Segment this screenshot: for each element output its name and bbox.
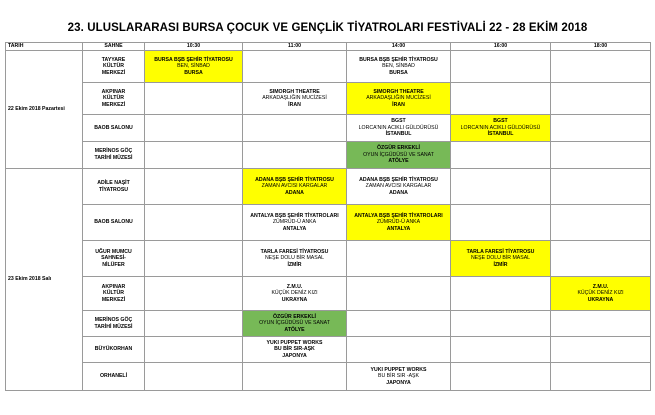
empty-cell xyxy=(145,277,243,311)
empty-cell xyxy=(551,205,651,241)
venue-line: SAHNESİ- xyxy=(101,255,126,262)
venue-cell xyxy=(83,337,145,363)
play: OYUN İÇGÜDÜSÜ VE SANAT xyxy=(259,320,330,327)
header-time-1100: 11:00 xyxy=(243,43,347,51)
venue-line: TİYATROSU xyxy=(98,186,129,193)
table-row xyxy=(6,337,651,363)
venue-line: MERKEZİ xyxy=(101,69,126,76)
header-row xyxy=(6,43,651,51)
company: BURSA BŞB ŞEHİR TİYATROSU xyxy=(154,56,233,63)
performance-cell xyxy=(451,241,551,277)
empty-cell xyxy=(347,337,451,363)
company: Z.M.U. xyxy=(286,283,303,290)
table-row xyxy=(6,115,651,142)
company: TARLA FARESİ TİYATROSU xyxy=(260,248,329,255)
empty-cell xyxy=(145,363,243,391)
play: NEŞE DOLU BİR MASAL xyxy=(470,255,531,262)
empty-cell xyxy=(451,205,551,241)
origin: İZMİR xyxy=(493,261,508,268)
venue-line: KÜLTÜR xyxy=(103,290,124,297)
performance-cell xyxy=(243,241,347,277)
company: ADANA BŞB ŞEHİR TİYATROSU xyxy=(359,176,438,183)
performance-cell xyxy=(347,83,451,115)
company: ANTALYA BŞB ŞEHİR TİYATROLARI xyxy=(354,212,443,219)
header-time-1800: 18:00 xyxy=(551,43,651,51)
company: BGST xyxy=(391,118,406,125)
play: LORCA'NIN ACIKLI GÜLDÜRÜSÜ xyxy=(358,124,439,131)
empty-cell xyxy=(243,51,347,83)
venue-line: KÜLTÜR xyxy=(103,63,124,70)
company: ÖZGÜR ERKEKLİ xyxy=(273,313,316,320)
venue-line: KÜLTÜR xyxy=(103,95,124,102)
play: ZÜMRÜD-Ü ANKA xyxy=(272,219,317,226)
empty-cell xyxy=(551,337,651,363)
origin: ATÖLYE xyxy=(284,326,305,333)
venue-cell xyxy=(83,169,145,205)
empty-cell xyxy=(145,337,243,363)
origin: ANTALYA xyxy=(386,225,411,232)
performance-cell xyxy=(243,277,347,311)
empty-cell xyxy=(145,311,243,337)
play: ARKADAŞLIĞIN MUCİZESİ xyxy=(366,95,431,102)
table-row xyxy=(6,241,651,277)
play: BEN, SİNBAD xyxy=(177,63,210,70)
table-row xyxy=(6,83,651,115)
origin: JAPONYA xyxy=(386,379,411,386)
company: SIMORGH THEATRE xyxy=(269,88,320,95)
empty-cell xyxy=(243,142,347,169)
origin: ADANA xyxy=(285,189,304,196)
empty-cell xyxy=(551,169,651,205)
empty-cell xyxy=(551,311,651,337)
performance-cell xyxy=(243,83,347,115)
empty-cell xyxy=(451,83,551,115)
origin: JAPONYA xyxy=(282,352,307,359)
performance-cell xyxy=(347,169,451,205)
origin: UKRAYNA xyxy=(281,296,308,303)
venue-cell xyxy=(83,115,145,142)
venue-cell xyxy=(83,311,145,337)
empty-cell xyxy=(145,83,243,115)
empty-cell xyxy=(551,241,651,277)
empty-cell xyxy=(451,337,551,363)
company: BGST xyxy=(493,118,508,125)
venue-line: ADİLE NAŞİT xyxy=(97,179,130,186)
play: KÜÇÜK DENİZ KIZI xyxy=(577,290,624,297)
table-row xyxy=(6,311,651,337)
empty-cell xyxy=(551,83,651,115)
venue-line: BAOB SALONU xyxy=(94,219,133,226)
play: ZÜMRÜD-Ü ANKA xyxy=(376,219,421,226)
performance-cell xyxy=(551,277,651,311)
play: LORCA'NIN ACIKLI GÜLDÜRÜSÜ xyxy=(460,124,541,131)
table-row xyxy=(6,205,651,241)
header-venue: SAHNE xyxy=(83,43,145,51)
company: ANTALYA BŞB ŞEHİR TİYATROLARI xyxy=(250,212,339,219)
table-row xyxy=(6,363,651,391)
header-time-1600: 16:00 xyxy=(451,43,551,51)
company: ADANA BŞB ŞEHİR TİYATROSU xyxy=(255,176,334,183)
play: ZAMAN AVCISI KARGALAR xyxy=(365,183,432,190)
venue-cell xyxy=(83,363,145,391)
empty-cell xyxy=(451,311,551,337)
venue-line: TARİHİ MÜZESİ xyxy=(94,155,133,161)
venue-line: MERKEZİ xyxy=(101,296,126,303)
empty-cell xyxy=(451,277,551,311)
venue-line: NİLÜFER xyxy=(102,261,125,268)
empty-cell xyxy=(451,363,551,391)
venue-line: BAOB SALONU xyxy=(94,124,133,131)
empty-cell xyxy=(347,311,451,337)
play: KÜÇÜK DENİZ KIZI xyxy=(271,290,318,297)
venue-cell xyxy=(83,241,145,277)
origin: ATÖLYE xyxy=(388,158,409,165)
venue-line: TAYYARE xyxy=(101,56,126,63)
play: ARKADAŞLIĞIN MUCİZESİ xyxy=(262,95,327,102)
venue-line: MERİNOS GÖÇ xyxy=(94,316,133,323)
venue-line: ORHANELİ xyxy=(99,373,128,380)
empty-cell xyxy=(451,51,551,83)
performance-cell xyxy=(347,205,451,241)
play: BU BİR SIR-AŞK xyxy=(274,346,315,353)
venue-line: TARİHİ MÜZESİ xyxy=(94,323,133,330)
venue-cell xyxy=(83,51,145,83)
company: ÖZGÜR ERKEKLİ xyxy=(377,145,420,152)
date-cell: 23 Ekim 2018 Salı xyxy=(6,169,83,391)
empty-cell xyxy=(551,115,651,142)
performance-cell xyxy=(145,51,243,83)
venue-line: UĞUR MUMCU xyxy=(95,248,132,255)
performance-cell xyxy=(243,205,347,241)
empty-cell xyxy=(347,277,451,311)
header-time-1400: 14:00 xyxy=(347,43,451,51)
origin: İSTANBUL xyxy=(385,131,412,138)
performance-cell xyxy=(243,337,347,363)
empty-cell xyxy=(145,169,243,205)
play: ZAMAN AVCISI KARGALAR xyxy=(261,183,328,190)
performance-cell xyxy=(451,115,551,142)
company: TARLA FARESİ TİYATROSU xyxy=(466,248,535,255)
origin: UKRAYNA xyxy=(587,296,614,303)
empty-cell xyxy=(451,142,551,169)
empty-cell xyxy=(451,169,551,205)
empty-cell xyxy=(551,363,651,391)
company: Z.M.U. xyxy=(592,283,609,290)
performance-cell xyxy=(243,169,347,205)
play: OYUN İÇGÜDÜSÜ VE SANAT xyxy=(363,151,434,158)
table-row xyxy=(6,51,651,83)
venue-line: MERİNOS GÖÇ xyxy=(94,148,133,155)
venue-line: MERKEZİ xyxy=(101,101,126,108)
company: BURSA BŞB ŞEHİR TİYATROSU xyxy=(359,56,438,63)
schedule-table xyxy=(5,42,651,391)
performance-cell xyxy=(347,51,451,83)
table-row xyxy=(6,277,651,311)
origin: ADANA xyxy=(389,189,408,196)
empty-cell xyxy=(243,363,347,391)
company: SIMORGH THEATRE xyxy=(373,88,424,95)
origin: ANTALYA xyxy=(282,225,307,232)
empty-cell xyxy=(145,115,243,142)
venue-cell xyxy=(83,205,145,241)
page-title: 23. ULUSLARARASI BURSA ÇOCUK VE GENÇLİK TİYATROLARI FESTİVALİ 22 - 28 EKİM 2018 xyxy=(67,22,588,34)
origin: İZMİR xyxy=(287,261,302,268)
empty-cell xyxy=(347,241,451,277)
venue-line: BÜYÜKORHAN xyxy=(94,346,133,353)
origin: BURSA xyxy=(184,69,203,76)
play: NEŞE DOLU BİR MASAL xyxy=(264,255,325,262)
empty-cell xyxy=(551,51,651,83)
header-time-1030: 10:30 xyxy=(145,43,243,51)
table-row xyxy=(6,142,651,169)
origin: BURSA xyxy=(389,69,408,76)
empty-cell xyxy=(145,241,243,277)
venue-line: AKPINAR xyxy=(101,88,126,95)
empty-cell xyxy=(551,142,651,169)
venue-cell xyxy=(83,83,145,115)
venue-cell xyxy=(83,277,145,311)
origin: İSTANBUL xyxy=(487,131,514,138)
header-date: TARİH xyxy=(6,43,83,51)
origin: İRAN xyxy=(392,101,405,108)
venue-cell xyxy=(83,142,145,169)
play: BEN, SİNBAD xyxy=(382,63,415,70)
date-cell: 22 Ekim 2018 Pazartesi xyxy=(6,51,83,169)
table-row xyxy=(6,169,651,205)
origin: İRAN xyxy=(288,101,301,108)
venue-line: AKPINAR xyxy=(101,283,126,290)
performance-cell xyxy=(347,115,451,142)
performance-cell xyxy=(243,311,347,337)
empty-cell xyxy=(145,142,243,169)
empty-cell xyxy=(243,115,347,142)
company: YUKI PUPPET WORKS xyxy=(266,339,323,346)
play: BU BİR SIR -AŞK xyxy=(378,373,419,380)
performance-cell xyxy=(347,142,451,169)
company: YUKI PUPPET WORKS xyxy=(370,366,427,373)
empty-cell xyxy=(145,205,243,241)
performance-cell xyxy=(347,363,451,391)
